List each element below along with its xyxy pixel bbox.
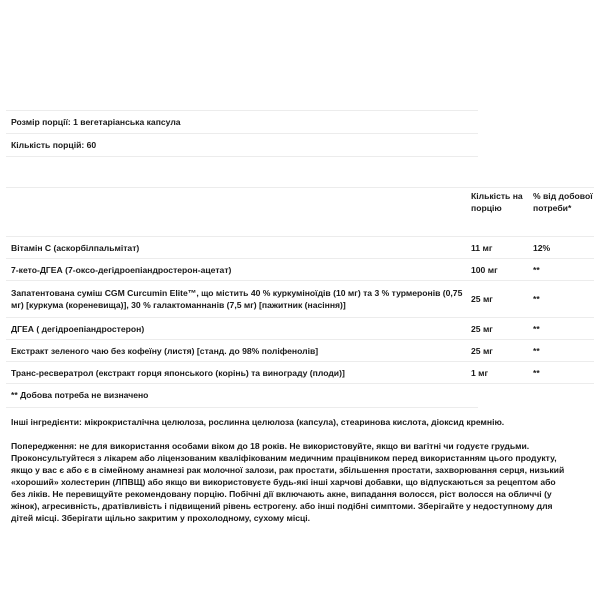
- table-row: [6, 259, 594, 281]
- table-row: [6, 318, 594, 340]
- nutrient-amount: 25 мг: [471, 345, 493, 356]
- nutrient-amount: 25 мг: [471, 294, 493, 304]
- serving-size: Розмір порції: 1 вегетаріанська капсула: [6, 111, 478, 134]
- footnote-table: [6, 384, 478, 408]
- nutrient-amount: 100 мг: [471, 264, 498, 275]
- nutrient-table: [6, 187, 594, 384]
- header-amount: Кількість на порцію: [471, 191, 523, 213]
- nutrient-dv: **: [533, 367, 540, 378]
- nutrient-dv: 12%: [533, 242, 551, 253]
- nutrient-dv: **: [533, 294, 540, 304]
- nutrient-name: Транс-ресвератрол (екстракт горця японського (корінь) та винограду (плоди)]: [11, 367, 345, 378]
- nutrient-name: ДГЕА ( дегідроепіандростерон): [11, 323, 145, 334]
- serving-info: [6, 110, 478, 157]
- nutrient-dv: **: [533, 323, 540, 334]
- nutrient-name: Вітамін C (аскорбілпальмітат): [11, 242, 140, 253]
- nutrient-name: 7-кето-ДГЕА (7-оксо-дегідроепіандростерон-ацетат): [11, 264, 232, 275]
- nutrient-dv: **: [533, 264, 540, 275]
- nutrient-amount: 25 мг: [471, 323, 493, 334]
- footnote: ** Добова потреба не визначено: [6, 384, 478, 408]
- table-row: [6, 281, 594, 318]
- warning-text: Попередження: не для використання особами віком до 18 років. Не використовуйте, якщо ви вагітні чи годуєте грудьми. Проконсультуйтеся з лікарем або ліцензованим кваліфікованим медичним працівником перед використанням цього продукту, якщо у вас є або є в сімейному анамнезі рак молочної залози, рак простати, збільшення простати, захворювання серця, низький «хороший» холестерин (ЛПВЩ) або якщо ви використовуєте будь-які інші харчові добавки, що відпускаються за рецептом або без ліків. Не перевищуйте рекомендовану порцію. Побічні дії включають акне, випадання волосся, ріст волосся на обличчі (у жінок), агресивність, дратівливість і підвищений рівень естрогену. або інші подібні симптоми. Зберігайте у недоступному для дітей місці. Зберігати щільно закритим у прохолодному, сухому місці.: [11, 441, 565, 523]
- supplement-facts: [6, 110, 594, 524]
- nutrient-dv: **: [533, 345, 540, 356]
- other-ingredients: Інші інгредієнти: мікрокристалічна целюлоза, рослинна целюлоза (капсула), стеаринова кислота, діоксид кремнію.: [11, 417, 505, 427]
- nutrient-name: Екстракт зеленого чаю без кофеїну (листя) [станд. до 98% поліфенолів]: [11, 345, 319, 356]
- header-name: [6, 188, 471, 198]
- servings-count: Кількість порцій: 60: [6, 134, 478, 157]
- table-header: [6, 188, 594, 237]
- header-daily-value: % від добової потреби*: [533, 191, 593, 213]
- nutrient-amount: 1 мг: [471, 367, 489, 378]
- table-row: [6, 237, 594, 259]
- nutrient-amount: 11 мг: [471, 242, 493, 253]
- table-row: [6, 362, 594, 384]
- table-row: [6, 340, 594, 362]
- nutrient-name: Запатентована суміш CGM Curcumin Elite™, що містить 40 % куркуміноїдів (10 мг) та 3 % турмеронів (0,75 мг) [куркума (кореневища)], 30 % галактоманнанів (7,5 мг) [пажитник (насіння)]: [11, 288, 463, 310]
